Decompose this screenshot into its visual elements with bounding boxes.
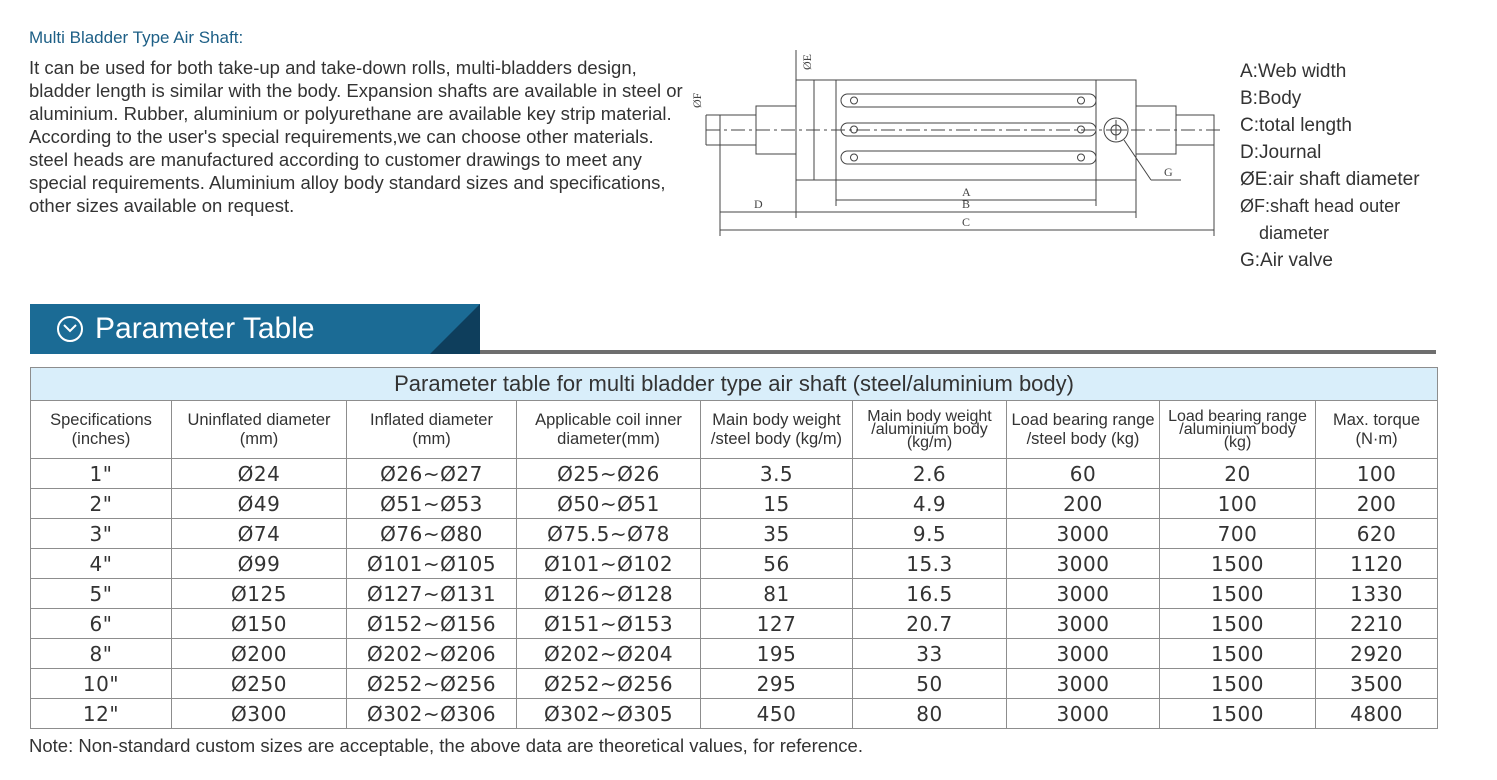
column-header-line: /steel body (kg/m) — [710, 429, 843, 448]
description-text: It can be used for both take-up and take-down rolls, multi-bladders design, bladder length is similar with the body. Expansion shafts are available in steel or aluminium. Rubber, aluminium or polyurethane are available key strip material. According to the user's special requirements,we can choose other materials. steel heads are manufactured according to customer drawings to meet any special requirements. Aluminium alloy body standard sizes and specifications, other sizes available on request. — [29, 57, 683, 216]
table-cell: 35 — [701, 519, 853, 549]
table-row — [31, 519, 1438, 549]
column-header — [347, 401, 517, 459]
column-header-line: Applicable coil inner — [535, 410, 682, 429]
label-b: B — [962, 197, 971, 211]
table-cell: Ø151~Ø153 — [517, 609, 701, 639]
legend-c: C:total length — [1240, 115, 1352, 136]
table-cell: Ø300 — [172, 699, 347, 729]
table-row — [31, 489, 1438, 519]
table-cell: 4" — [31, 549, 172, 579]
table-cell: Ø202~Ø204 — [517, 639, 701, 669]
table-cell: Ø302~Ø306 — [347, 699, 517, 729]
column-header-line: /steel body (kg) — [1026, 429, 1140, 448]
table-cell: 4.9 — [853, 489, 1007, 519]
column-header — [701, 401, 853, 459]
table-row — [31, 549, 1438, 579]
legend-f-cont: diameter — [1259, 223, 1330, 243]
table-cell: Ø51~Ø53 — [347, 489, 517, 519]
table-cell: 450 — [701, 699, 853, 729]
table-cell: 9.5 — [853, 519, 1007, 549]
table-cell: 3" — [31, 519, 172, 549]
column-header — [853, 401, 1007, 459]
table-cell: Ø252~Ø256 — [517, 669, 701, 699]
table-cell: 2.6 — [853, 459, 1007, 489]
column-header-line: (inches) — [71, 429, 131, 448]
column-header-line: Specifications — [50, 410, 152, 429]
column-header-line: (mm) — [239, 429, 279, 448]
column-header-line: Main body weight — [712, 410, 841, 429]
table-row — [31, 639, 1438, 669]
table-header-row — [31, 401, 1438, 459]
table-cell: 295 — [701, 669, 853, 699]
table-cell: 2920 — [1316, 639, 1438, 669]
column-header-line: /aluminium body — [1179, 421, 1296, 438]
table-row — [31, 459, 1438, 489]
table-cell: 20.7 — [853, 609, 1007, 639]
table-cell: Ø24 — [172, 459, 347, 489]
table-cell: 16.5 — [853, 579, 1007, 609]
column-header — [31, 401, 172, 459]
column-header-line: Load bearing range — [1011, 410, 1155, 429]
section-banner — [30, 304, 480, 354]
column-header-line: diameter(mm) — [557, 429, 660, 448]
table-cell: Ø75.5~Ø78 — [517, 519, 701, 549]
table-caption: Parameter table for multi bladder type air shaft (steel/aluminium body) — [31, 368, 1438, 401]
table-cell: Ø50~Ø51 — [517, 489, 701, 519]
table-row — [31, 669, 1438, 699]
column-header-line: (mm) — [412, 429, 451, 448]
table-cell: 1500 — [1160, 609, 1316, 639]
table-row — [31, 699, 1438, 729]
table-cell: 1500 — [1160, 699, 1316, 729]
table-cell: 12" — [31, 699, 172, 729]
table-cell: Ø101~Ø102 — [517, 549, 701, 579]
label-f: ØF — [690, 92, 704, 108]
table-cell: 6" — [31, 609, 172, 639]
column-header — [1007, 401, 1160, 459]
column-header — [517, 401, 701, 459]
table-cell: 50 — [853, 669, 1007, 699]
table-cell: 15.3 — [853, 549, 1007, 579]
label-e: ØE — [800, 54, 814, 70]
table-cell: 8" — [31, 639, 172, 669]
table-cell: Ø152~Ø156 — [347, 609, 517, 639]
table-cell: Ø252~Ø256 — [347, 669, 517, 699]
column-header-line: /aluminium body — [871, 421, 988, 438]
column-header — [1316, 401, 1438, 459]
label-g: G — [1164, 165, 1173, 179]
table-cell: 3000 — [1007, 639, 1160, 669]
table-cell: 56 — [701, 549, 853, 579]
chevron-down-circle-icon — [57, 316, 83, 342]
table-cell: Ø76~Ø80 — [347, 519, 517, 549]
table-cell: 700 — [1160, 519, 1316, 549]
table-cell: Ø126~Ø128 — [517, 579, 701, 609]
table-cell: 1500 — [1160, 639, 1316, 669]
table-cell: 60 — [1007, 459, 1160, 489]
table-cell: 100 — [1160, 489, 1316, 519]
section-rule — [480, 350, 1436, 354]
table-row — [31, 609, 1438, 639]
table-cell: 3000 — [1007, 579, 1160, 609]
legend-e: ØE:air shaft diameter — [1240, 169, 1420, 190]
table-cell: Ø127~Ø131 — [347, 579, 517, 609]
table-cell: 10" — [31, 669, 172, 699]
table-cell: 20 — [1160, 459, 1316, 489]
legend-f: ØF:shaft head outer — [1240, 196, 1401, 216]
table-cell: 200 — [1007, 489, 1160, 519]
table-cell: Ø49 — [172, 489, 347, 519]
diagram-legend — [1240, 58, 1420, 274]
table-cell: 1" — [31, 459, 172, 489]
label-c: C — [962, 215, 971, 229]
label-d: D — [754, 197, 763, 211]
table-cell: 1500 — [1160, 669, 1316, 699]
table-cell: 3500 — [1316, 669, 1438, 699]
table-cell: Ø202~Ø206 — [347, 639, 517, 669]
column-header-line: Uninflated diameter — [187, 410, 331, 429]
column-header-line: Inflated diameter — [370, 410, 493, 429]
table-cell: 1330 — [1316, 579, 1438, 609]
table-cell: 200 — [1316, 489, 1438, 519]
table-cell: Ø250 — [172, 669, 347, 699]
footnote: Note: Non-standard custom sizes are acceptable, the above data are theoretical values, for reference. — [29, 735, 863, 756]
table-cell: 3000 — [1007, 519, 1160, 549]
table-cell: 33 — [853, 639, 1007, 669]
legend-d: D:Journal — [1240, 142, 1322, 163]
table-cell: Ø74 — [172, 519, 347, 549]
column-header-line: (kg) — [1223, 434, 1252, 451]
banner-corner — [430, 304, 480, 354]
legend-g: G:Air valve — [1240, 250, 1333, 271]
column-header-line: (N·m) — [1355, 429, 1398, 448]
table-cell: Ø25~Ø26 — [517, 459, 701, 489]
table-cell: 2" — [31, 489, 172, 519]
column-header-line: Main body weight — [867, 408, 992, 425]
table-cell: 1120 — [1316, 549, 1438, 579]
legend-a: A:Web width — [1240, 61, 1347, 82]
table-cell: 3000 — [1007, 549, 1160, 579]
table-cell: 195 — [701, 639, 853, 669]
air-shaft-diagram — [686, 40, 1226, 250]
column-header-line: (kg/m) — [906, 434, 953, 451]
column-header-line: Max. torque — [1332, 410, 1421, 429]
table-cell: Ø99 — [172, 549, 347, 579]
legend-b: B:Body — [1240, 88, 1302, 109]
column-header — [1160, 401, 1316, 459]
table-cell: 2210 — [1316, 609, 1438, 639]
section-title: Parameter Table — [95, 312, 315, 345]
table-cell: 5" — [31, 579, 172, 609]
table-cell: 80 — [853, 699, 1007, 729]
parameter-table — [30, 367, 1438, 729]
table-cell: Ø150 — [172, 609, 347, 639]
table-row — [31, 579, 1438, 609]
table-cell: Ø101~Ø105 — [347, 549, 517, 579]
table-cell: 3.5 — [701, 459, 853, 489]
column-header-line: Load bearing range — [1168, 408, 1307, 425]
table-cell: Ø200 — [172, 639, 347, 669]
table-cell: 3000 — [1007, 669, 1160, 699]
table-body — [31, 459, 1438, 729]
table-cell: Ø125 — [172, 579, 347, 609]
table-cell: 1500 — [1160, 579, 1316, 609]
table-cell: 4800 — [1316, 699, 1438, 729]
table-cell: 127 — [701, 609, 853, 639]
section-heading: Multi Bladder Type Air Shaft: — [29, 28, 244, 47]
table-cell: 81 — [701, 579, 853, 609]
column-header — [172, 401, 347, 459]
table-cell: 3000 — [1007, 609, 1160, 639]
table-cell: 3000 — [1007, 699, 1160, 729]
table-cell: 1500 — [1160, 549, 1316, 579]
table-cell: 100 — [1316, 459, 1438, 489]
label-a: A — [962, 185, 971, 199]
table-cell: Ø26~Ø27 — [347, 459, 517, 489]
table-cell: 15 — [701, 489, 853, 519]
table-cell: Ø302~Ø305 — [517, 699, 701, 729]
table-cell: 620 — [1316, 519, 1438, 549]
